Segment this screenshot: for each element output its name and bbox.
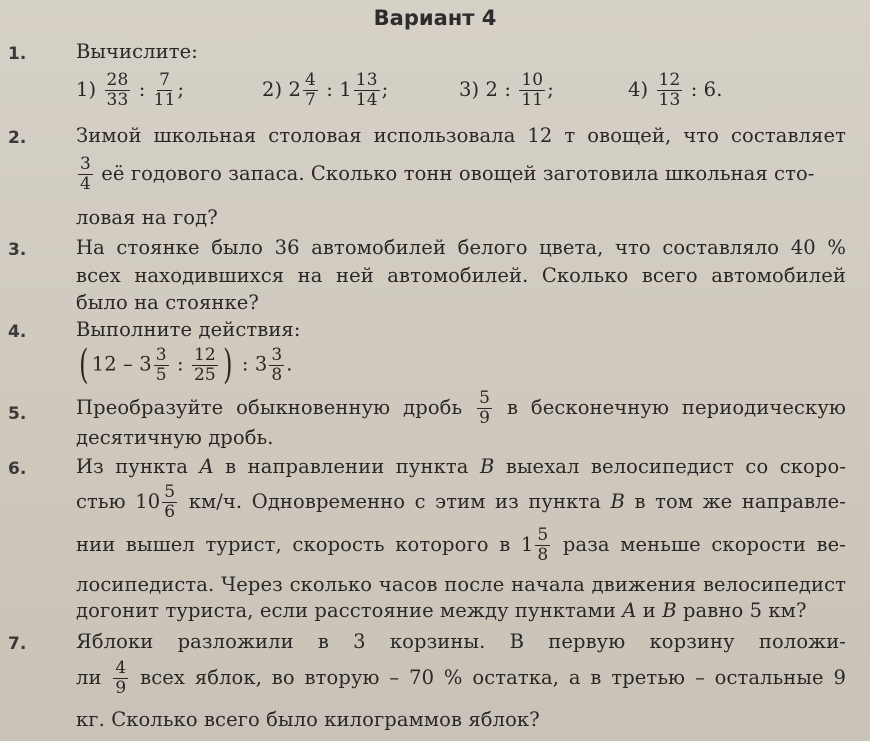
problem-3-line-2: всех находившихся на ней автомобилей. Сколько всего автомобилей bbox=[76, 264, 846, 287]
problem-2-line-1: Зимой школьная столовая использовала 12 т овощей, что составляет bbox=[76, 124, 846, 147]
problem-5-number: 5. bbox=[8, 404, 27, 424]
problem-2-line-3: ловая на год? bbox=[76, 206, 218, 229]
variant-title: Вариант 4 bbox=[373, 6, 497, 30]
problem-5-line-1: Преобразуйте обыкновенную дробь $\frac{5}{9}$ в бесконечную периодическую bbox=[76, 388, 846, 428]
problem-6-line-3: нии вышел турист, скорость которого в 1 $\frac{5}{8}$ раза меньше скорости ве- bbox=[76, 525, 846, 565]
item-4: 4) $\frac{12}{13}$ : 6. bbox=[628, 70, 723, 110]
problem-4-number: 4. bbox=[8, 322, 27, 342]
problem-6-line-1: Из пункта A в направлении пункта B выехал велосипедист со скоро- bbox=[76, 455, 847, 478]
problem-4-expression: ( 12 – 3 $\frac{3}{5}$ : $\frac{12}{25}$ ) : 3 $\frac{3}{8}$ . bbox=[79, 342, 293, 388]
problem-1-text: Вычислите: bbox=[76, 40, 198, 63]
problem-3-number: 3. bbox=[8, 240, 27, 260]
item-1: 1) $\frac{28}{33}$ : $\frac{7}{11}$ ; bbox=[76, 70, 185, 110]
problem-3-line-3: было на стоянке? bbox=[76, 291, 259, 314]
problem-7-line-1: Яблоки разложили в 3 корзины. В первую корзину положи- bbox=[76, 630, 846, 653]
problem-4-text: Выполните действия: bbox=[76, 318, 301, 341]
problem-6-line-5: догонит туриста, если расстояние между пунктами A и B равно 5 км? bbox=[76, 599, 807, 622]
problem-7-line-3: кг. Сколько всего было килограммов яблок? bbox=[76, 708, 540, 731]
problem-6-number: 6. bbox=[8, 459, 27, 479]
problem-7-number: 7. bbox=[8, 634, 27, 654]
problem-1-number: 1. bbox=[8, 44, 27, 64]
problem-6-line-2: стью 10 $\frac{5}{6}$ км/ч. Одновременно с этим из пункта B в том же направле- bbox=[76, 482, 846, 522]
problem-5-line-2: десятичную дробь. bbox=[76, 426, 274, 449]
item-2: 2) 2 $\frac{4}{7}$ : 1 $\frac{13}{14}$ ; bbox=[262, 70, 389, 110]
item-3: 3) 2 : $\frac{10}{11}$ ; bbox=[459, 70, 554, 110]
problem-2-line-2: $\frac{3}{4}$ её годового запаса. Сколько тонн овощей заготовила школьная сто- bbox=[80, 154, 815, 194]
problem-7-line-2: ли $\frac{4}{9}$ всех яблок, во вторую – 70 % остатка, а в третью – остальные 9 bbox=[76, 658, 846, 698]
problem-2-number: 2. bbox=[8, 128, 27, 148]
problem-3-line-1: На стоянке было 36 автомобилей белого цвета, что составляло 40 % bbox=[76, 236, 846, 259]
problem-6-line-4: лосипедиста. Через сколько часов после начала движения велосипедист bbox=[76, 573, 846, 596]
